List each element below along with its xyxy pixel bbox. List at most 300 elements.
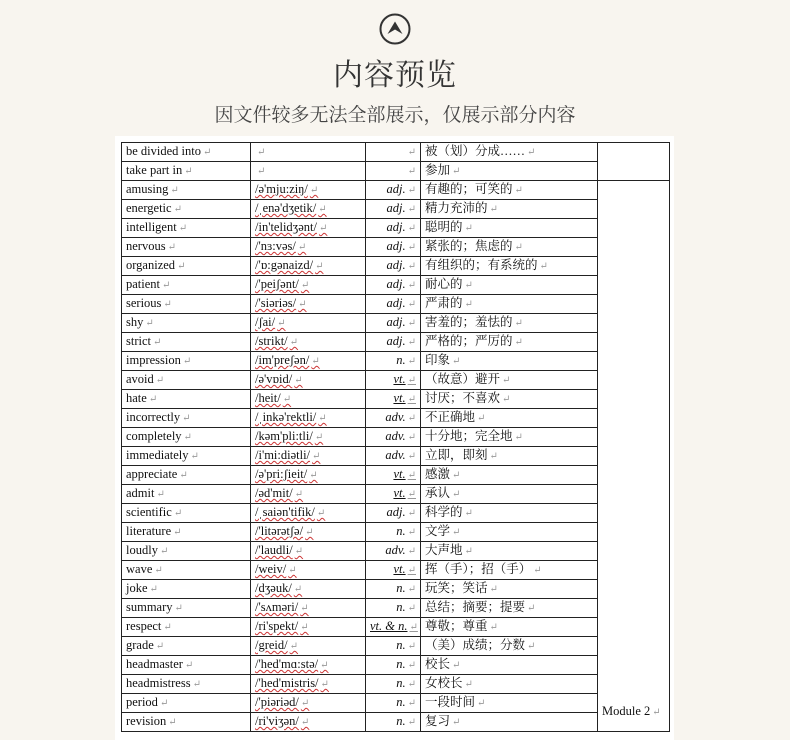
pos-cell	[366, 618, 421, 637]
word: literature	[126, 524, 172, 538]
meaning: 印象	[425, 353, 451, 367]
pos-cell	[366, 371, 421, 390]
pos: n.	[396, 695, 406, 709]
chevron-up-circle-icon	[379, 13, 411, 45]
word-cell	[122, 466, 251, 485]
return-mark-icon: ↵	[407, 679, 416, 690]
pron: /ʃai/	[255, 315, 276, 329]
return-mark-icon: ↵	[407, 584, 416, 595]
return-mark-icon: ↵	[514, 185, 523, 196]
meaning-cell	[421, 352, 598, 371]
pron-cell	[251, 561, 366, 580]
meaning: 严格的；严厉的	[425, 334, 513, 348]
return-mark-icon: ↵	[315, 261, 324, 272]
meaning-cell	[421, 599, 598, 618]
table-row	[122, 599, 670, 618]
return-mark-icon: ↵	[155, 375, 165, 386]
return-mark-icon: ↵	[452, 356, 461, 367]
meaning-cell	[421, 466, 598, 485]
return-mark-icon: ↵	[407, 223, 416, 234]
word-cell	[122, 599, 251, 618]
word: take part in	[126, 163, 183, 177]
return-mark-icon: ↵	[407, 432, 416, 443]
module-label: Module 2	[602, 704, 651, 718]
pron: /'peiʃənt/	[255, 277, 299, 291]
meaning: 讨厌；不喜欢	[425, 391, 501, 405]
return-mark-icon: ↵	[533, 565, 542, 576]
word: headmaster	[126, 657, 183, 671]
meaning-cell	[421, 333, 598, 352]
word: be divided into	[126, 144, 201, 158]
word: intelligent	[126, 220, 177, 234]
pos-cell	[366, 314, 421, 333]
pos: n.	[396, 600, 406, 614]
meaning: （故意）避开	[425, 372, 501, 386]
return-mark-icon: ↵	[407, 413, 416, 424]
meaning: 总结；摘要；提要	[425, 600, 526, 614]
pron: /weiv/	[255, 562, 287, 576]
meaning: 承认	[425, 486, 451, 500]
pos: vt.	[393, 467, 406, 481]
word-cell	[122, 694, 251, 713]
pron-cell	[251, 656, 366, 675]
meaning-cell	[421, 580, 598, 599]
word-cell	[122, 238, 251, 257]
meaning-cell	[421, 181, 598, 200]
return-mark-icon: ↵	[407, 242, 416, 253]
return-mark-icon: ↵	[407, 261, 416, 272]
return-mark-icon: ↵	[407, 318, 416, 329]
pos-cell	[366, 675, 421, 694]
return-mark-icon: ↵	[318, 204, 327, 215]
return-mark-icon: ↵	[514, 242, 523, 253]
word: admit	[126, 486, 155, 500]
return-mark-icon: ↵	[148, 394, 158, 405]
pos: adj.	[386, 277, 406, 291]
page-title: 内容预览	[333, 58, 457, 93]
return-mark-icon: ↵	[407, 147, 416, 158]
table-row	[122, 390, 670, 409]
return-mark-icon: ↵	[489, 622, 498, 633]
document-preview	[115, 136, 674, 740]
return-mark-icon: ↵	[464, 679, 473, 690]
return-mark-icon: ↵	[178, 223, 188, 234]
return-mark-icon: ↵	[294, 375, 303, 386]
pos: adj.	[386, 239, 406, 253]
pron-cell	[251, 143, 366, 162]
return-mark-icon: ↵	[464, 223, 473, 234]
return-mark-icon: ↵	[183, 432, 192, 443]
word-cell	[122, 352, 251, 371]
table-row	[122, 219, 670, 238]
return-mark-icon: ↵	[311, 356, 320, 367]
pron-cell	[251, 713, 366, 732]
pos: adv.	[385, 543, 406, 557]
return-mark-icon: ↵	[527, 147, 536, 158]
return-mark-icon: ↵	[277, 318, 286, 329]
return-mark-icon: ↵	[320, 679, 329, 690]
word: organized	[126, 258, 176, 272]
meaning: 尊敬；尊重	[425, 619, 488, 633]
meaning: 精力充沛的	[425, 201, 488, 215]
pron-cell	[251, 333, 366, 352]
return-mark-icon: ↵	[527, 641, 536, 652]
word: period	[126, 695, 158, 709]
pron-cell	[251, 276, 366, 295]
table-row	[122, 257, 670, 276]
word-cell	[122, 656, 251, 675]
meaning: 文学	[425, 524, 451, 538]
pos-cell	[366, 428, 421, 447]
table-row	[122, 675, 670, 694]
return-mark-icon: ↵	[407, 394, 416, 405]
pron-cell	[251, 599, 366, 618]
pron-cell	[251, 694, 366, 713]
pron: /'litərətʃə/	[255, 524, 304, 538]
meaning: 大声地	[425, 543, 463, 557]
meaning-cell	[421, 675, 598, 694]
word: immediately	[126, 448, 189, 462]
return-mark-icon: ↵	[464, 508, 473, 519]
return-mark-icon: ↵	[407, 565, 416, 576]
pos-cell	[366, 485, 421, 504]
word: impression	[126, 353, 181, 367]
word-cell	[122, 333, 251, 352]
pron-cell	[251, 352, 366, 371]
pos-cell	[366, 542, 421, 561]
table-row	[122, 295, 670, 314]
return-mark-icon: ↵	[318, 223, 328, 234]
return-mark-icon: ↵	[177, 261, 186, 272]
pos: adj.	[386, 296, 406, 310]
pos: adj.	[386, 182, 406, 196]
return-mark-icon: ↵	[184, 660, 194, 671]
table-row	[122, 276, 670, 295]
return-mark-icon: ↵	[407, 299, 416, 310]
pos-cell	[366, 656, 421, 675]
return-mark-icon: ↵	[407, 356, 416, 367]
meaning-cell	[421, 656, 598, 675]
return-mark-icon: ↵	[407, 660, 416, 671]
meaning: 女校长	[425, 676, 463, 690]
return-mark-icon: ↵	[167, 242, 176, 253]
meaning-cell	[421, 143, 598, 162]
pron-cell	[251, 675, 366, 694]
table-row	[122, 466, 670, 485]
pos-cell	[366, 466, 421, 485]
table-row	[122, 238, 670, 257]
pron: /ri'spekt/	[255, 619, 299, 633]
word-cell	[122, 295, 251, 314]
word: respect	[126, 619, 162, 633]
table-row	[122, 181, 670, 200]
pos: vt.	[393, 391, 406, 405]
pron-cell	[251, 238, 366, 257]
pos: n.	[396, 714, 406, 728]
return-mark-icon: ↵	[409, 622, 418, 633]
return-mark-icon: ↵	[203, 147, 212, 158]
word-cell	[122, 523, 251, 542]
pos-cell	[366, 200, 421, 219]
pron: /ˌsaiən'tifik/	[255, 505, 315, 519]
return-mark-icon: ↵	[300, 280, 310, 291]
table-row	[122, 162, 670, 181]
word: grade	[126, 638, 154, 652]
pos: n.	[396, 657, 406, 671]
return-mark-icon: ↵	[145, 318, 154, 329]
return-mark-icon: ↵	[489, 204, 498, 215]
meaning: 严肃的	[425, 296, 463, 310]
return-mark-icon: ↵	[407, 375, 416, 386]
pos: adv.	[385, 410, 406, 424]
meaning: 聪明的	[425, 220, 463, 234]
word-cell	[122, 371, 251, 390]
return-mark-icon: ↵	[257, 147, 266, 158]
pos: n.	[396, 524, 406, 538]
word-cell	[122, 580, 251, 599]
return-mark-icon: ↵	[464, 280, 473, 291]
return-mark-icon: ↵	[407, 451, 416, 462]
pos-cell	[366, 390, 421, 409]
module-top-cell	[598, 143, 670, 181]
word: amusing	[126, 182, 169, 196]
meaning-cell	[421, 485, 598, 504]
pron-cell	[251, 523, 366, 542]
pos-cell	[366, 447, 421, 466]
word: revision	[126, 714, 167, 728]
pos: adv.	[385, 448, 406, 462]
pos-cell	[366, 257, 421, 276]
pron-cell	[251, 466, 366, 485]
return-mark-icon: ↵	[477, 413, 486, 424]
table-row	[122, 333, 670, 352]
pron: /in'telidʒənt/	[255, 220, 317, 234]
meaning-cell	[421, 561, 598, 580]
meaning-cell	[421, 428, 598, 447]
table-row	[122, 447, 670, 466]
return-mark-icon: ↵	[182, 356, 192, 367]
table-row	[122, 694, 670, 713]
return-mark-icon: ↵	[288, 565, 297, 576]
pos-cell	[366, 409, 421, 428]
meaning-cell	[421, 200, 598, 219]
pos-cell	[366, 599, 421, 618]
pos-cell	[366, 580, 421, 599]
return-mark-icon: ↵	[407, 166, 416, 177]
pron: /'piəriəd/	[255, 695, 299, 709]
word-cell	[122, 447, 251, 466]
return-mark-icon: ↵	[190, 451, 199, 462]
pron: /kəm'pli:tli/	[255, 429, 313, 443]
return-mark-icon: ↵	[182, 413, 191, 424]
return-mark-icon: ↵	[314, 432, 324, 443]
return-mark-icon: ↵	[407, 641, 416, 652]
meaning: 玩笑；笑话	[425, 581, 488, 595]
word: patient	[126, 277, 161, 291]
pos: vt.	[393, 372, 406, 386]
vocabulary-table	[121, 142, 670, 732]
word-cell	[122, 276, 251, 295]
return-mark-icon: ↵	[452, 717, 461, 728]
return-mark-icon: ↵	[154, 565, 163, 576]
return-mark-icon: ↵	[539, 261, 548, 272]
table-row	[122, 352, 670, 371]
word: headmistress	[126, 676, 191, 690]
pron: /'laudli/	[255, 543, 293, 557]
pron-cell	[251, 447, 366, 466]
pron-cell	[251, 371, 366, 390]
pron: /əd'mit/	[255, 486, 293, 500]
return-mark-icon: ↵	[294, 489, 304, 500]
return-mark-icon: ↵	[407, 546, 416, 557]
pron-cell	[251, 257, 366, 276]
word: joke	[126, 581, 148, 595]
word-cell	[122, 143, 251, 162]
pos-cell	[366, 561, 421, 580]
word-cell	[122, 485, 251, 504]
word: shy	[126, 315, 144, 329]
pron: /i'mi:diətli/	[255, 448, 311, 462]
return-mark-icon: ↵	[309, 185, 319, 196]
word-cell	[122, 504, 251, 523]
meaning: 一段时间	[425, 695, 476, 709]
pos: n.	[396, 676, 406, 690]
return-mark-icon: ↵	[300, 698, 310, 709]
pron-cell	[251, 314, 366, 333]
pron: /im'preʃən/	[255, 353, 310, 367]
pos: adj.	[386, 220, 406, 234]
meaning-cell	[421, 162, 598, 181]
return-mark-icon: ↵	[155, 641, 165, 652]
meaning-cell	[421, 390, 598, 409]
return-mark-icon: ↵	[300, 717, 310, 728]
word: nervous	[126, 239, 166, 253]
return-mark-icon: ↵	[489, 584, 498, 595]
table-row	[122, 428, 670, 447]
return-mark-icon: ↵	[168, 717, 177, 728]
meaning-cell	[421, 618, 598, 637]
word-cell	[122, 314, 251, 333]
return-mark-icon: ↵	[289, 337, 299, 348]
table-row	[122, 561, 670, 580]
return-mark-icon: ↵	[407, 698, 416, 709]
return-mark-icon: ↵	[294, 546, 304, 557]
pos: vt.	[393, 486, 406, 500]
pos: n.	[396, 638, 406, 652]
pron-cell	[251, 390, 366, 409]
word-cell	[122, 200, 251, 219]
return-mark-icon: ↵	[477, 698, 486, 709]
pron-cell	[251, 295, 366, 314]
word-cell	[122, 390, 251, 409]
pron-cell	[251, 162, 366, 181]
return-mark-icon: ↵	[452, 527, 461, 538]
return-mark-icon: ↵	[289, 641, 299, 652]
meaning-cell	[421, 523, 598, 542]
table-row	[122, 314, 670, 333]
return-mark-icon: ↵	[527, 603, 536, 614]
table-row	[122, 143, 670, 162]
return-mark-icon: ↵	[300, 603, 309, 614]
table-row	[122, 200, 670, 219]
return-mark-icon: ↵	[174, 603, 183, 614]
pos-cell	[366, 276, 421, 295]
word: incorrectly	[126, 410, 181, 424]
pron: /dʒəuk/	[255, 581, 292, 595]
word-cell	[122, 409, 251, 428]
pos-cell	[366, 295, 421, 314]
pos-cell	[366, 637, 421, 656]
meaning-cell	[421, 694, 598, 713]
pron-cell	[251, 200, 366, 219]
pos-cell	[366, 162, 421, 181]
pos: adj.	[386, 505, 406, 519]
return-mark-icon: ↵	[159, 546, 169, 557]
pron: /strikt/	[255, 334, 288, 348]
return-mark-icon: ↵	[407, 527, 416, 538]
word: appreciate	[126, 467, 178, 481]
page-subtitle: 因文件较多无法全部展示，仅展示部分内容	[214, 104, 576, 126]
return-mark-icon: ↵	[318, 413, 327, 424]
pos: adj.	[386, 258, 406, 272]
return-mark-icon: ↵	[159, 698, 169, 709]
return-mark-icon: ↵	[464, 546, 473, 557]
pron: /'sʌməri/	[255, 600, 299, 614]
pron-cell	[251, 219, 366, 238]
meaning: 科学的	[425, 505, 463, 519]
pos-cell	[366, 713, 421, 732]
return-mark-icon: ↵	[489, 451, 498, 462]
pron: /ə'vɒid/	[255, 372, 293, 386]
word: wave	[126, 562, 153, 576]
return-mark-icon: ↵	[163, 622, 172, 633]
word-cell	[122, 561, 251, 580]
return-mark-icon: ↵	[514, 337, 523, 348]
return-mark-icon: ↵	[452, 470, 461, 481]
word-cell	[122, 618, 251, 637]
return-mark-icon: ↵	[316, 508, 326, 519]
pron: /heit/	[255, 391, 281, 405]
meaning-cell	[421, 504, 598, 523]
pron-cell	[251, 504, 366, 523]
return-mark-icon: ↵	[293, 584, 303, 595]
pron: /'ɒ:gənaizd/	[255, 258, 314, 272]
meaning-cell	[421, 409, 598, 428]
table-row	[122, 713, 670, 732]
pron: /greid/	[255, 638, 288, 652]
word-cell	[122, 257, 251, 276]
pos-cell	[366, 333, 421, 352]
pos: n.	[396, 581, 406, 595]
return-mark-icon: ↵	[407, 280, 416, 291]
word-cell	[122, 542, 251, 561]
return-mark-icon: ↵	[192, 679, 201, 690]
pos: n.	[396, 353, 406, 367]
word-cell	[122, 675, 251, 694]
return-mark-icon: ↵	[407, 470, 416, 481]
return-mark-icon: ↵	[163, 299, 172, 310]
meaning: 有组织的；有系统的	[425, 258, 538, 272]
module-cell	[598, 181, 670, 732]
word-cell	[122, 162, 251, 181]
return-mark-icon: ↵	[309, 470, 318, 481]
pron-cell	[251, 409, 366, 428]
return-mark-icon: ↵	[173, 204, 182, 215]
return-mark-icon: ↵	[407, 489, 416, 500]
meaning: （美）成绩；分数	[425, 638, 526, 652]
return-mark-icon: ↵	[502, 375, 511, 386]
return-mark-icon: ↵	[452, 660, 461, 671]
